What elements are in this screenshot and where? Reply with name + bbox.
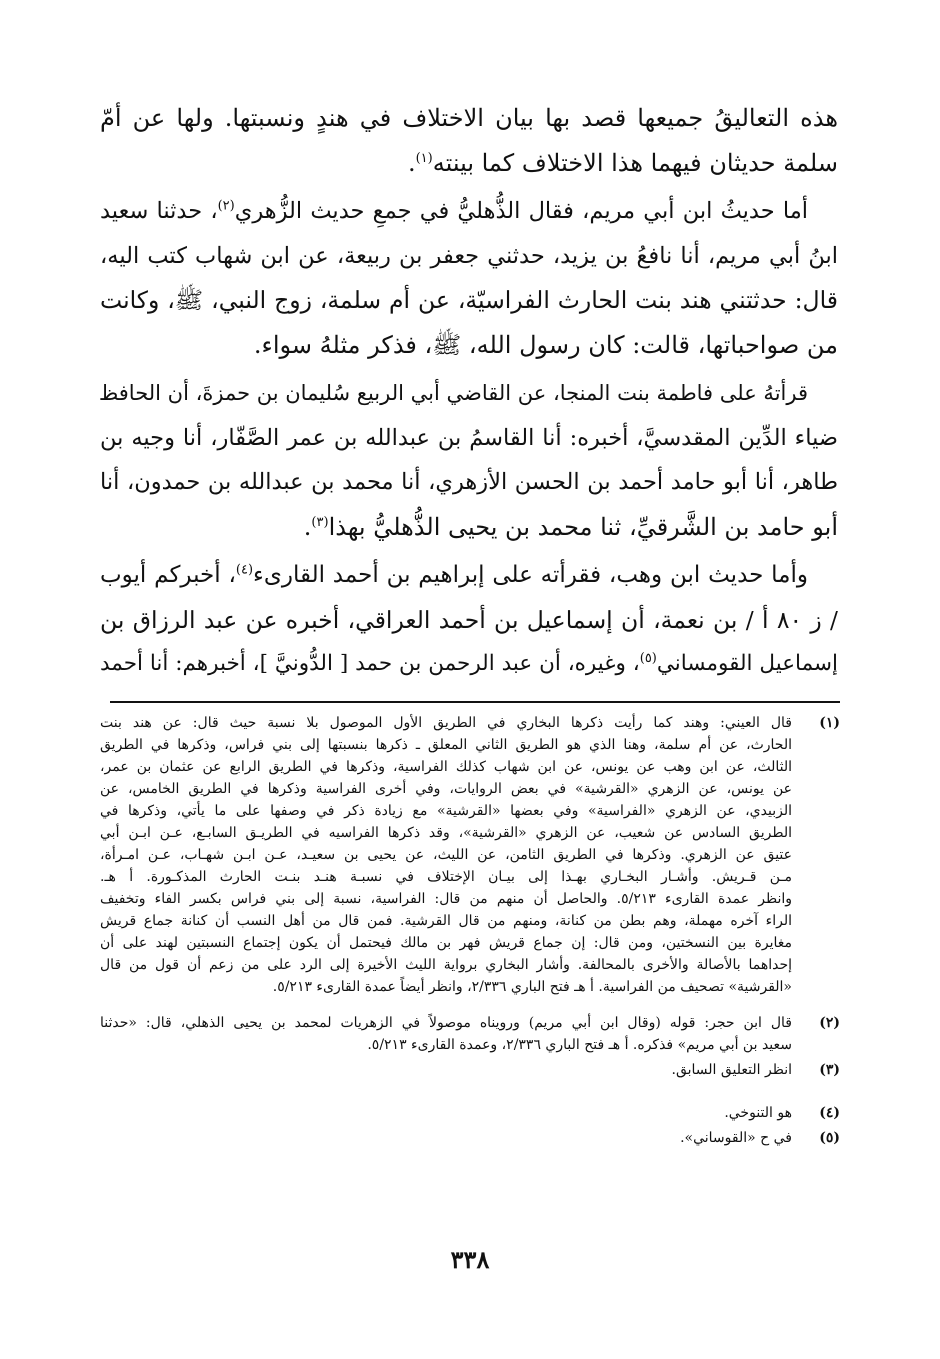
text-line: ضياء الدِّين المقدسيَّ، أخبره: أنا القاسمُ بن عبدالله بن عمر الصَّفّار، أنا وجيه بن xyxy=(100,424,838,451)
footnote-3 xyxy=(100,1059,840,1081)
footnote-body xyxy=(100,712,792,998)
text-span: إسماعيل القومساني xyxy=(656,651,838,676)
text-line: قال: حدثتني هند بنت الحارث الفراسيّة، عن أم سلمة، زوج النبي، ﷺ، وكانت xyxy=(100,286,838,314)
text-line: من صواحباتها، قالت: كان رسول الله، ﷺ، فذكر مثلهُ سواء. xyxy=(253,330,838,359)
footnote-line: هو التنوخي. xyxy=(724,1105,792,1121)
footnote-gap xyxy=(100,1084,840,1102)
text-span: . xyxy=(303,512,312,541)
footnote-line: الزبيدي، عن الزهري «الفراسية» وفي بعضها «القرشية» مع زيادة ذكر في وصفها على ما يأتي، وذكرها في xyxy=(100,803,792,819)
footnote-line: الراء آخره مهملة، وهم بطن من كنانة، ومنهم من قال القرشية. فمن قال من أهل النسب أن كنانة جماع قريش xyxy=(100,913,792,929)
footnote-number: (٢) xyxy=(819,1015,840,1031)
footnote-body xyxy=(100,1127,792,1149)
footnote-ref[interactable]: (٥) xyxy=(639,650,657,666)
text-line: قرأتهُ على فاطمة بنت المنجا، عن القاضي أبي الربيع سُليمان بن حمزةَ، أن الحافظ xyxy=(98,381,808,405)
text-span: ، وغيره، أن عبد الرحمن بن حمد [ الدُّونيَّ ]، أخبرهم: أنا أحمد xyxy=(100,651,640,676)
main-text xyxy=(100,96,838,691)
footnote-number: (٣) xyxy=(819,1062,840,1078)
footnote-line: قال ابن حجر: قوله (وقال ابن أبي مريم) ورويناه موصولاً في الزهريات لمحمد بن يحيى الذهلي، قال: «حدثنا xyxy=(100,1015,792,1031)
text-span: ، حدثنا سعيد xyxy=(100,198,218,224)
footnote-1 xyxy=(100,712,840,998)
footnote-line: عتيق عن الزهري. وذكرها في الطريق الثامن، عن الليث، عن يحيى بن سعيـد، عـن ابـن شهـاب، عـن امـرأة، xyxy=(100,847,792,863)
text-line: طاهر، أنا أبو حامد أحمد بن الحسن الأزهري، أنا محمد بن عبدالله بن حمدون، أنا xyxy=(100,469,838,495)
footnote-line: مغايرة بين النسختين، ومن قال: إن جماع قريش فهر بن مالك فيحتمل أن يكون إجتماع النسبتين لهند على أن xyxy=(100,935,792,951)
footnote-4 xyxy=(100,1102,840,1124)
footnote-ref[interactable]: (١) xyxy=(415,150,433,166)
text-line: ابنُ أبي مريم، أنا نافعُ بن يزيد، حدثني جعفر بن ربيعة، عن ابن شهاب كتب اليه، xyxy=(100,242,838,269)
footnote-line: سعيد بن أبي مريم» فذكره. أ هـ فتح الباري ٢/٣٣٦، وعمدة القارىء ٥/٢١٣. xyxy=(367,1037,792,1053)
footnote-number: (٤) xyxy=(819,1105,840,1121)
text-line xyxy=(100,642,838,687)
footnote-number: (١) xyxy=(819,715,840,731)
text-span: سلمة حديثان فيهما هذا الاختلاف كما بينته xyxy=(432,148,838,177)
text-span: وأما حديث ابن وهب، فقرأته على إبراهيم بن أحمد القارىء xyxy=(253,562,808,588)
footnote-line: «القرشية» تصحيف من الفراسية. أ هـ فتح الباري ٢/٣٣٦، وانظر أيضاً عمدة القارىء ٥/٢١٣. xyxy=(272,979,792,995)
footnote-line: إحداهما بالأصالة والأخرى بالمحالفة. وأشار البخاري برواية الليث الأخيرة إلى الرد على من زعم أن قول من قال xyxy=(100,957,792,973)
paragraph-4 xyxy=(100,553,838,687)
text-line: هذه التعاليقُ جميعها قصد بها بيان الاختلاف في هندٍ ونسبتها. ولها عن أمّ xyxy=(100,104,838,132)
text-span: ، أخبركم أيوب xyxy=(100,562,236,588)
footnote-separator xyxy=(110,701,840,703)
text-line xyxy=(100,189,838,234)
text-line xyxy=(100,553,838,598)
footnote-line: الطريق السادس عن شعيب، عن الزهري «القرشية»، وقد ذكرها الفراسيه في الطريـق السابـع، عـن ابـن أبي xyxy=(100,825,792,841)
footnote-line: انظر التعليق السابق. xyxy=(671,1062,792,1078)
footnote-line: وانظر عمدة القارىء ٥/٢١٣. والحاصل أن منهم من قال: الفراسية، نسبة إلى بني فراس بكسر الفاء وتخفيف xyxy=(100,891,792,907)
footnote-5 xyxy=(100,1127,840,1149)
text-line: / ز ٨٠ أ / بن نعمة، أن إسماعيل بن أحمد العراقي، أخبره عن عبد الرزاق بن xyxy=(100,605,838,634)
footnote-body xyxy=(100,1012,792,1056)
footnote-body xyxy=(100,1059,792,1081)
footnote-body xyxy=(100,1102,792,1124)
footnote-ref[interactable]: (٢) xyxy=(217,198,235,214)
footnote-ref[interactable]: (٣) xyxy=(311,514,329,530)
footnote-line: مـن قـريش. وأشـار البخـاري بهـذا إلى بيـان الإختلاف في نسبـة هنـد بنـت الحارث المذكـورة. أ هـ. xyxy=(100,869,792,885)
footnote-line: الحارث، عن أم سلمة، وهنا الذي هو الطريق الثاني المعلق ـ ذكرها بنسبتها إلى بني فراس، وذكرها في الطريق xyxy=(100,737,792,753)
footnote-line: في ح «القوساني». xyxy=(680,1130,792,1146)
text-span: أما حديثُ ابن أبي مريم، فقال الذُّهليُّ في جمعِ حديث الزُّهري xyxy=(234,198,809,224)
footnote-ref[interactable]: (٤) xyxy=(235,562,254,578)
text-line xyxy=(100,505,838,550)
footnote-line: الثالث، عن ابن وهب عن يونس، عن ابن شهاب كذلك الفراسية، وذكرها في الطريق الرابع عن عثمان بن عمر، xyxy=(100,759,792,775)
paragraph-3 xyxy=(100,371,838,549)
footnote-number: (٥) xyxy=(819,1130,840,1146)
paragraph-2 xyxy=(100,189,838,367)
text-span: أبو حامد بن الشَّرقيِّ، ثنا محمد بن يحيى الذُّهليُّ بهذا xyxy=(328,512,838,541)
text-line xyxy=(100,141,838,186)
footnotes xyxy=(100,712,840,1152)
paragraph-1 xyxy=(100,96,838,185)
text-span: . xyxy=(407,148,416,177)
footnote-2 xyxy=(100,1012,840,1056)
page-number: ٣٣٨ xyxy=(450,1245,490,1274)
footnote-line: قال العيني: وهند كما رأيت ذكرها البخاري في الطريق الأول الموصول بلا نسبة حيث قال: عن هند بنت xyxy=(100,715,792,731)
footnote-line: عن يونس، عن الزهري «القرشية» في بعض الروايات، وفي أخرى الفراسية وذكرها في الطريق الخامس، عن xyxy=(100,781,792,797)
